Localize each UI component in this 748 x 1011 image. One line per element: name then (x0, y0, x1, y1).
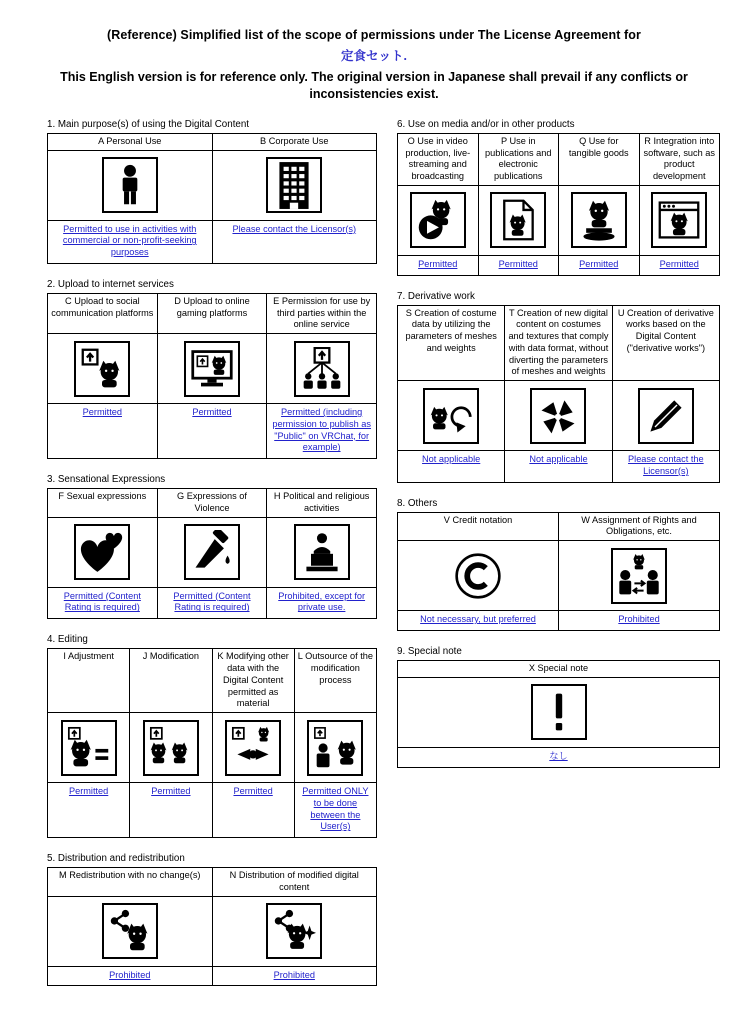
permission-table-7 (397, 305, 720, 483)
icon-cell-d (157, 334, 267, 404)
status-text-g: Permitted (Content Rating is required) (157, 587, 267, 619)
perm-header-r: R Integration into software, such as product development (639, 133, 720, 185)
section-title: 4. Editing (47, 634, 88, 646)
icon-cell-l (294, 713, 376, 783)
status-text-w: Prohibited (559, 611, 720, 631)
permission-table-8 (397, 512, 720, 631)
permission-table-6 (397, 133, 720, 276)
person-icon (102, 157, 158, 213)
perm-header-p: P Use in publications and electronic publications (478, 133, 559, 185)
icon-cell-p (478, 185, 559, 255)
building-icon (266, 157, 322, 213)
third-party-network-icon (294, 341, 350, 397)
permission-table-9 (397, 660, 720, 768)
upload-social-icon (74, 341, 130, 397)
permission-table-5 (47, 867, 377, 986)
modified-distribution-icon (266, 903, 322, 959)
icon-cell-m (48, 896, 213, 966)
perm-header-l: L Outsource of the modification process (294, 649, 376, 713)
video-icon (410, 192, 466, 248)
perm-header-w: W Assignment of Rights and Obligations, etc. (559, 512, 720, 541)
perm-header-s: S Creation of costume data by utilizing the parameters of meshes and weights (398, 305, 505, 381)
section-title: 9. Special note (397, 646, 462, 657)
icon-cell-r (639, 185, 720, 255)
icon-cell-v (398, 541, 559, 611)
permission-table-1 (47, 133, 377, 264)
section-title: 8. Others (397, 497, 438, 509)
icon-cell-n (212, 896, 377, 966)
perm-header-e: E Permission for use by third parties within the online service (267, 293, 377, 333)
icon-cell-t (505, 381, 612, 451)
status-text-t: Not applicable (505, 451, 612, 483)
icon-cell-w (559, 541, 720, 611)
modification-icon (143, 720, 199, 776)
section-6 (397, 119, 720, 276)
status-text-u: Please contact the Licensor(s) (612, 451, 719, 483)
icon-cell-b (212, 150, 377, 220)
status-text-l: Permitted ONLY to be done between the User(s) (294, 783, 376, 838)
icon-cell-a (48, 150, 213, 220)
status-text-x: なし (398, 747, 720, 767)
permission-table-2 (47, 293, 377, 459)
icon-cell-x (398, 677, 720, 747)
derivative-works-icon (638, 388, 694, 444)
perm-header-q: Q Use for tangible goods (559, 133, 640, 185)
status-text-e: Permitted (including permission to publish as "Public" on VRChat, for example) (267, 404, 377, 459)
status-text-h: Prohibited, except for private use. (267, 587, 377, 619)
icon-cell-s (398, 381, 505, 451)
perm-header-c: C Upload to social communication platforms (48, 293, 158, 333)
perm-header-u: U Creation of derivative works based on the Digital Content ("derivative works") (612, 305, 719, 381)
section-1 (47, 119, 377, 264)
section-title: 3. Sensational Expressions (47, 474, 166, 486)
software-icon (651, 192, 707, 248)
status-text-i: Permitted (48, 783, 130, 838)
tangible-goods-icon (571, 192, 627, 248)
perm-header-h: H Political and religious activities (267, 489, 377, 518)
perm-header-f: F Sexual expressions (48, 489, 158, 518)
icon-cell-e (267, 334, 377, 404)
status-text-b: Please contact the Licensor(s) (212, 220, 377, 263)
perm-header-j: J Modification (130, 649, 212, 713)
section-title: 7. Derivative work (397, 290, 475, 302)
disclaimer-text: This English version is for reference only. The original version in Japanese shall prevail if any conflicts or inconsistencies exist. (60, 70, 688, 101)
section-title: 6. Use on media and/or in other products (397, 118, 575, 130)
product-name: 定食セット. (341, 49, 407, 63)
perm-header-m: M Redistribution with no change(s) (48, 868, 213, 897)
knife-icon (184, 524, 240, 580)
upload-gaming-icon (184, 341, 240, 397)
icon-cell-j (130, 713, 212, 783)
perm-header-b: B Corporate Use (212, 133, 377, 150)
content-columns (0, 103, 748, 1011)
perm-header-t: T Creation of new digital content on costumes and textures that comply with data format, without diverting the parameters of meshes and weights (505, 305, 612, 381)
section-8 (397, 498, 720, 631)
section-title: 1. Main purpose(s) of using the Digital Content (47, 118, 250, 130)
perm-header-x: X Special note (398, 661, 720, 678)
section-3 (47, 474, 377, 619)
publication-icon (490, 192, 546, 248)
podium-speaker-icon (294, 524, 350, 580)
status-text-p: Permitted (478, 255, 559, 275)
section-title: 2. Upload to internet services (47, 278, 174, 290)
perm-header-n: N Distribution of modified digital content (212, 868, 377, 897)
icon-cell-g (157, 517, 267, 587)
icon-cell-u (612, 381, 719, 451)
adjustment-icon (61, 720, 117, 776)
icon-cell-c (48, 334, 158, 404)
section-7 (397, 291, 720, 483)
status-text-j: Permitted (130, 783, 212, 838)
status-text-c: Permitted (48, 404, 158, 459)
status-text-q: Permitted (559, 255, 640, 275)
icon-cell-i (48, 713, 130, 783)
right-column (397, 119, 720, 783)
section-5 (47, 853, 377, 986)
perm-header-v: V Credit notation (398, 512, 559, 541)
icon-cell-o (398, 185, 479, 255)
perm-header-k: K Modifying other data with the Digital Content permitted as material (212, 649, 294, 713)
hearts-icon (74, 524, 130, 580)
status-text-d: Permitted (157, 404, 267, 459)
texture-creation-icon (530, 388, 586, 444)
special-note-icon (531, 684, 587, 740)
status-text-n: Prohibited (212, 966, 377, 986)
icon-cell-h (267, 517, 377, 587)
rights-assignment-icon (611, 548, 667, 604)
redistribution-icon (102, 903, 158, 959)
section-4 (47, 634, 377, 838)
perm-header-o: O Use in video production, live-streaming and broadcasting (398, 133, 479, 185)
perm-header-g: G Expressions of Violence (157, 489, 267, 518)
section-title: 5. Distribution and redistribution (47, 853, 185, 865)
status-text-o: Permitted (398, 255, 479, 275)
document-header (0, 0, 748, 103)
left-column (47, 119, 377, 1002)
status-text-s: Not applicable (398, 451, 505, 483)
document-title: (Reference) Simplified list of the scope of permissions under The License Agreement for (106, 28, 642, 42)
perm-header-i: I Adjustment (48, 649, 130, 713)
outsource-icon (307, 720, 363, 776)
permission-table-3 (47, 488, 377, 619)
section-9 (397, 646, 720, 768)
status-text-f: Permitted (Content Rating is required) (48, 587, 158, 619)
perm-header-d: D Upload to online gaming platforms (157, 293, 267, 333)
icon-cell-q (559, 185, 640, 255)
status-text-a: Permitted to use in activities with commercial or non-profit-seeking purposes (48, 220, 213, 263)
permission-table-4 (47, 648, 377, 838)
material-modification-icon (225, 720, 281, 776)
icon-cell-k (212, 713, 294, 783)
status-text-v: Not necessary, but preferred (398, 611, 559, 631)
section-2 (47, 279, 377, 459)
status-text-k: Permitted (212, 783, 294, 838)
perm-header-a: A Personal Use (48, 133, 213, 150)
costume-data-icon (423, 388, 479, 444)
copyright-icon (450, 548, 506, 604)
status-text-r: Permitted (639, 255, 720, 275)
icon-cell-f (48, 517, 158, 587)
status-text-m: Prohibited (48, 966, 213, 986)
